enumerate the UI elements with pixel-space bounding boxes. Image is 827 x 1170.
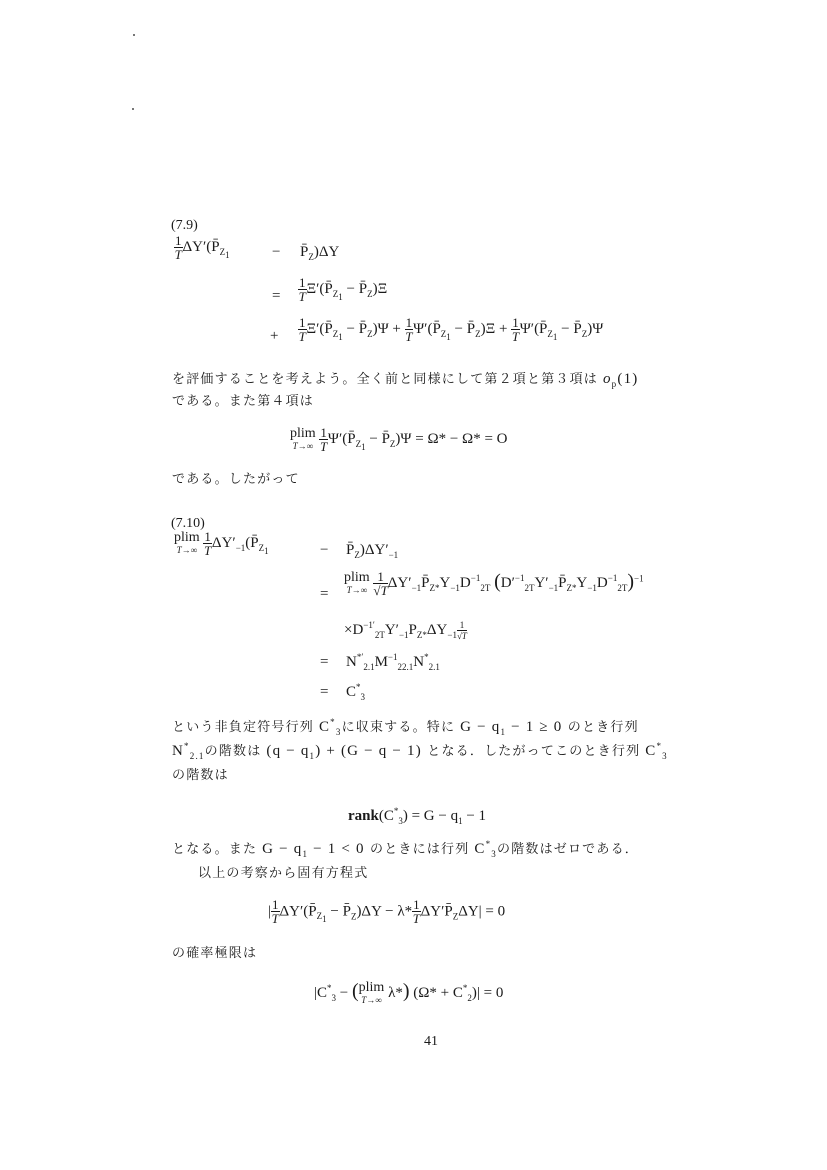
eq710-line5: $C^*_3$ [346,682,366,702]
equation-label-7-9: (7.9) [171,218,198,233]
eq710-rel-eq-1: = [320,586,329,602]
paragraph-6: の階数は [172,768,229,783]
eq-eigen: | $\frac{1}{T}$ $\Delta Y'(P̄_{Z_1}$ − $P̄_Z)\Delta Y - \lambda*$ $\frac{1}{T}$ $\Delta Y'P̄_Z\Delta Y| = 0$ [268,897,506,926]
eq710-rel-minus: − [320,542,329,558]
eq79-rel-minus: − [272,244,281,260]
eq79-lhs: $\frac{1}{T}$ $\Delta Y'(P̄_{Z_1}$ [174,233,230,262]
paragraph-1: を評価することを考えよう。全く前と同様にして第２項と第３項は $o_p(1)$ [172,371,639,389]
eq79-rel-eq-1: = [272,288,281,304]
eq79-line2: $\frac{1}{T}$ $\Xi'(P̄_{Z_1}$ − $P̄_Z)\Xi$ [298,275,388,304]
paragraph-9: の確率極限は [172,946,258,961]
paragraph-2: である。また第４項は [172,394,315,409]
eq-final: $|C^*_3$ − ( plim T→∞ λ*) $(\Omega* + C^*_2)| = 0$ [314,979,504,1005]
eq710-lhs: plim T→∞ $\frac{1}{T}$ $\Delta Y'_{-1}(P̄_{Z_1}$ [174,529,269,558]
page-number: 41 [424,1034,438,1049]
paragraph-8: 以上の考察から固有方程式 [198,866,369,881]
eq710-rel-eq-3: = [320,684,329,700]
eq710-rel-eq-2: = [320,654,329,670]
paragraph-3: である。したがって [172,472,300,487]
eq79-lhs-rest: $P̄_Z)\Delta Y$ [300,244,340,262]
scan-dot [132,108,134,110]
scan-dot [133,34,135,36]
eq79-line3: $\frac{1}{T}$ $\Xi'(P̄_{Z_1}$ − $P̄_Z)\Psi$ + $\frac{1}{T}$ $\Psi'(P̄_{Z_1}$ − $P̄_Z)\Xi$ + $\frac{1}{T}$ $\Psi'(P̄_{Z_1}$ − $P̄_Z)\Psi$ [298,315,604,344]
eq710-line4: $N^{*'}_{2.1}M^{-1}_{22.1}N^*_{2.1}$ [346,652,440,672]
paragraph-4: という非負定符号行列 $C^*_3$に収束する。特に $G - q_1 - 1 \ge 0$ のとき行列 [172,717,639,737]
paragraph-5: $N^*_{2.1}$の階数は $(q - q_1) + (G - q - 1)$ となる．したがってこのとき行列 $C^*_3$ [172,741,668,761]
paragraph-7: となる。また $G - q_1 - 1 < 0$ のときには行列 $C^*_3$の階数はゼロである． [172,839,639,859]
eq710-lhs-rest: $P̄_Z)\Delta Y'_{-1}$ [346,542,399,560]
eq710-line2: plim T→∞ $\frac{1}{√T}$ $\Delta Y'_{-1}P̄_{Z*}Y_{-1}D^{-1}_{2T}$ $(D'^{-1}_{2T}Y'_{-1}P̄_{Z*}Y_{-1}D^{-1}_{2T})^{-1}$ [344,569,644,598]
equation-label-7-10: (7.10) [171,516,205,531]
eq710-line3: $\times D^{-1'}_{2T}Y'_{-1}P_{Z*}\Delta Y_{-1}$ $\frac{1}{√T}$ [344,619,467,641]
eq79-rel-plus: + [270,328,279,344]
eq-plim-psi: plim T→∞ $\frac{1}{T}$ $\Psi'(P̄_{Z_1}$ − $P̄_Z)\Psi = \Omega* - \Omega* = O$ [290,425,508,454]
eq-rank: $rank(C^*_3) = G - q_1 - 1$ [348,806,487,826]
